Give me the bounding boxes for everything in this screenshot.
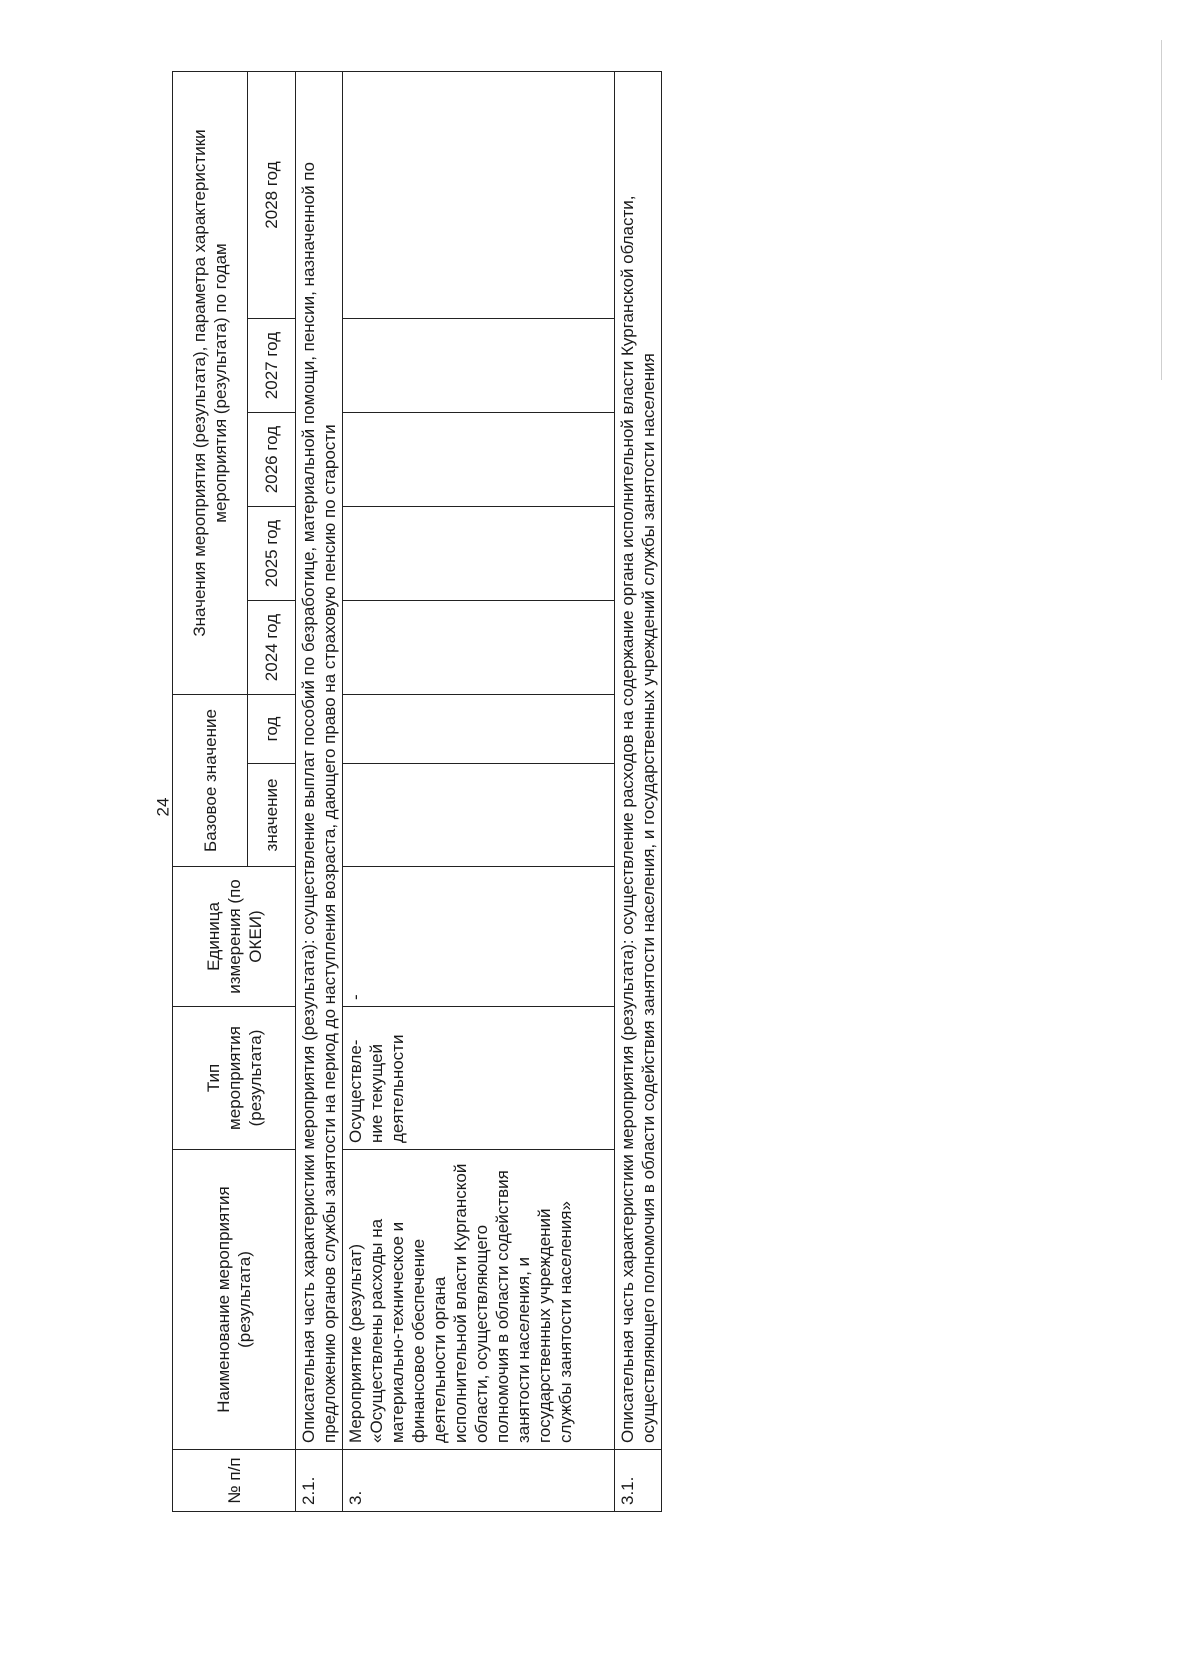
header-year-2024: 2024 год <box>248 601 296 695</box>
row-2026 <box>343 413 615 507</box>
row-unit: - <box>343 867 615 1007</box>
header-year-2028: 2028 год <box>248 71 296 318</box>
header-type: Тип мероприятия (результата) <box>173 1007 296 1150</box>
row-num: 3. <box>343 1450 615 1512</box>
header-year-2027: 2027 год <box>248 319 296 413</box>
header-base-value: значение <box>248 764 296 867</box>
row-2024 <box>343 601 615 695</box>
row-type: Осуществле-ние текущей деятельности <box>343 1007 615 1150</box>
table-row <box>296 71 343 1511</box>
row-description: Описательная часть характеристики мероприятия (результата): осуществление расходов на содержание органа исполнительной власти Курганской области, осуществляющего полномочия в области содействия занятости населения, и государственных учреждений службы занятости населения <box>615 71 662 1449</box>
table-row <box>343 71 615 1511</box>
rotated-table-container <box>172 72 772 1512</box>
header-base-year: год <box>248 695 296 764</box>
table-row <box>615 71 662 1511</box>
row-num: 3.1. <box>615 1450 662 1512</box>
row-base-value <box>343 764 615 867</box>
header-year-2026: 2026 год <box>248 413 296 507</box>
measures-table <box>172 71 662 1512</box>
header-unit: Единица измерения (по ОКЕИ) <box>173 867 296 1007</box>
row-description: Описательная часть характеристики мероприятия (результата): осуществление выплат пособий по безработице, материальной помощи, пенсии, назначенной по предложению органов службы занятости на период до наступления возраста, дающего право на страховую пенсию по старости <box>296 71 343 1449</box>
header-base: Базовое значение <box>173 695 248 867</box>
header-num: № п/п <box>173 1450 296 1512</box>
row-2027 <box>343 319 615 413</box>
header-values-group: Значения мероприятия (результата), параметра характеристики мероприятия (результата) по годам <box>173 71 248 694</box>
row-base-year <box>343 695 615 764</box>
row-2028 <box>343 71 615 318</box>
header-name: Наименование мероприятия (результата) <box>173 1150 296 1450</box>
page-number: 24 <box>153 797 173 817</box>
row-2025 <box>343 507 615 601</box>
row-num: 2.1. <box>296 1450 343 1512</box>
row-name: Мероприятие (результат) «Осуществлены расходы на материально-техническое и финансовое обеспечение деятельности органа исполнительной власти Курганской области, осуществляющего полномочия в области содействия занятости населения, и государственных учреждений службы занятости населения» <box>343 1150 615 1450</box>
scan-artifact-line <box>1161 40 1162 380</box>
header-year-2025: 2025 год <box>248 507 296 601</box>
